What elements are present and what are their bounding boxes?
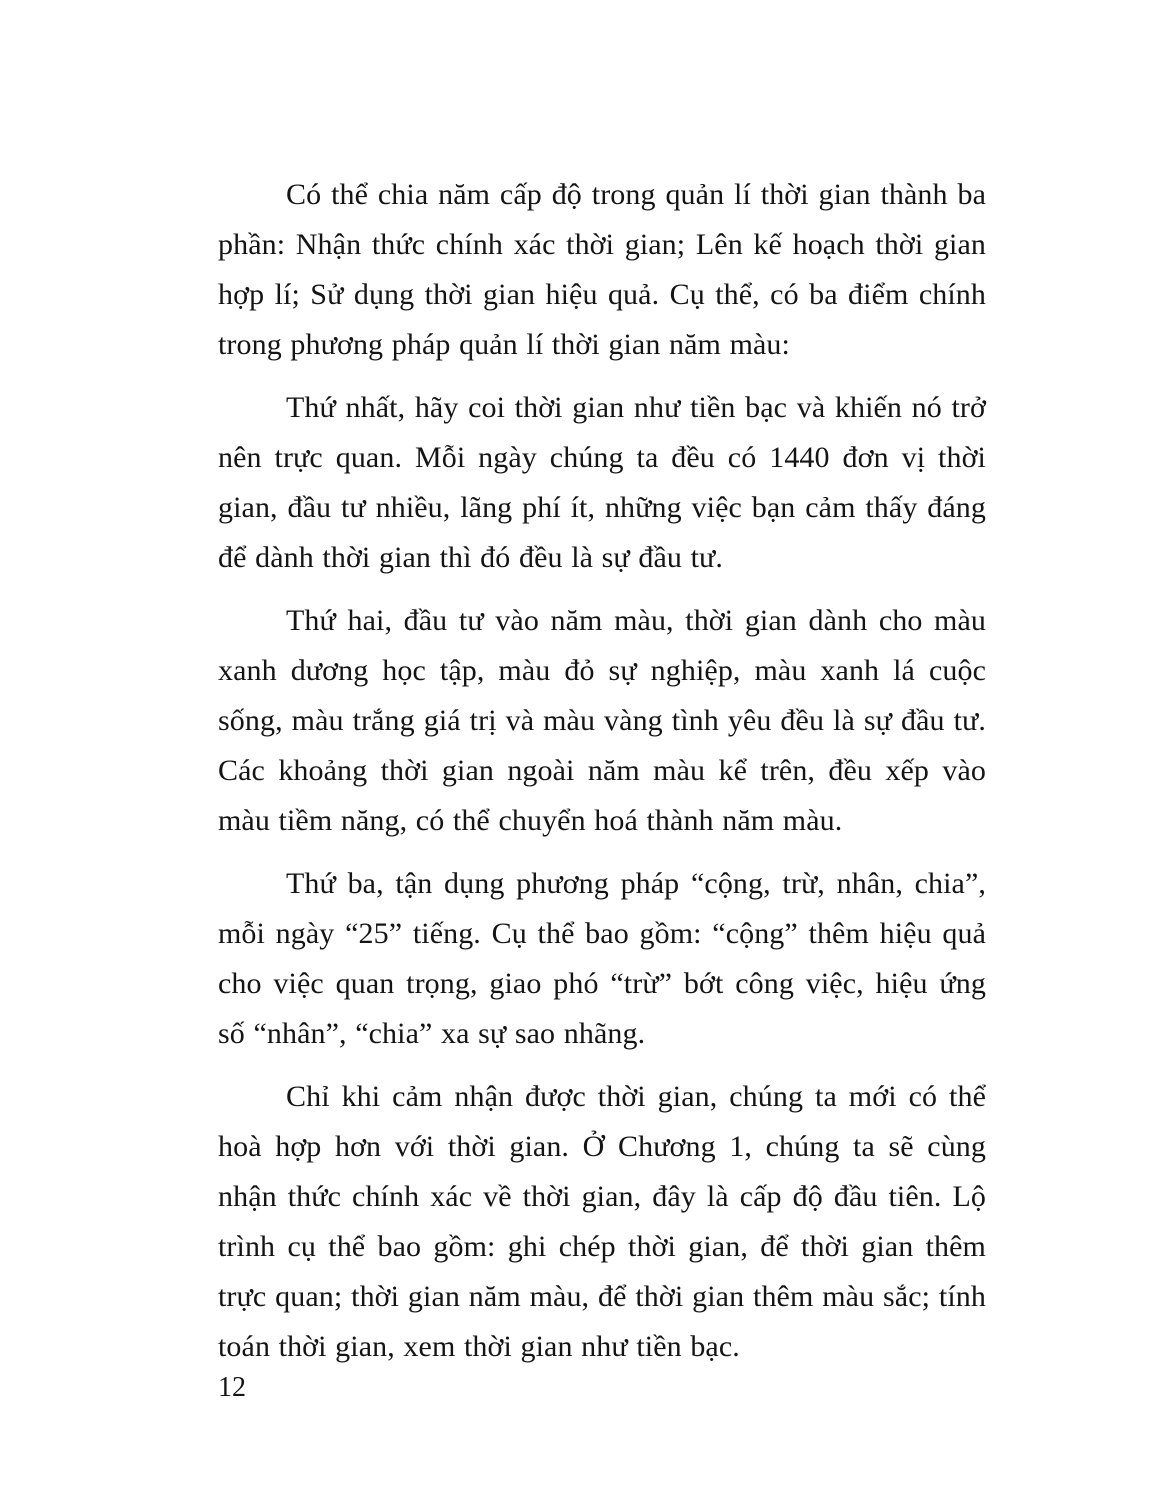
- paragraph-first-point: Thứ nhất, hãy coi thời gian như tiền bạc và khiến nó trở nên trực quan. Mỗi ngày chúng ta đều có 1440 đơn vị thời gian, đầu tư nhiều, lãng phí ít, những việc bạn cảm thấy đáng để dành thời gian thì đó đều là sự đầu tư.: [218, 391, 986, 574]
- paragraph-second-point: Thứ hai, đầu tư vào năm màu, thời gian dành cho màu xanh dương học tập, màu đỏ sự nghiệp, màu xanh lá cuộc sống, màu trắng giá trị và màu vàng tình yêu đều là sự đầu tư. Các khoảng thời gian ngoài năm màu kể trên, đều xếp vào màu tiềm năng, có thể chuyển hoá thành năm màu.: [218, 604, 986, 837]
- paragraph-closing: Chỉ khi cảm nhận được thời gian, chúng ta mới có thể hoà hợp hơn với thời gian. Ở Chương 1, chúng ta sẽ cùng nhận thức chính xác về thời gian, đây là cấp độ đầu tiên. Lộ trình cụ thể bao gồm: ghi chép thời gian, để thời gian thêm trực quan; thời gian năm màu, để thời gian thêm màu sắc; tính toán thời gian, xem thời gian như tiền bạc.: [218, 1080, 986, 1363]
- paragraph-overview: Có thể chia năm cấp độ trong quản lí thời gian thành ba phần: Nhận thức chính xác thời gian; Lên kế hoạch thời gian hợp lí; Sử dụng thời gian hiệu quả. Cụ thể, có ba điểm chính trong phương pháp quản lí thời gian năm màu:: [218, 178, 986, 361]
- paragraph-third-point: Thứ ba, tận dụng phương pháp “cộng, trừ, nhân, chia”, mỗi ngày “25” tiếng. Cụ thể bao gồm: “cộng” thêm hiệu quả cho việc quan trọng, giao phó “trừ” bớt công việc, hiệu ứng số “nhân”, “chia” xa sự sao nhãng.: [218, 867, 986, 1050]
- page-number: 12: [218, 1372, 246, 1403]
- page-body-text: [218, 170, 986, 1372]
